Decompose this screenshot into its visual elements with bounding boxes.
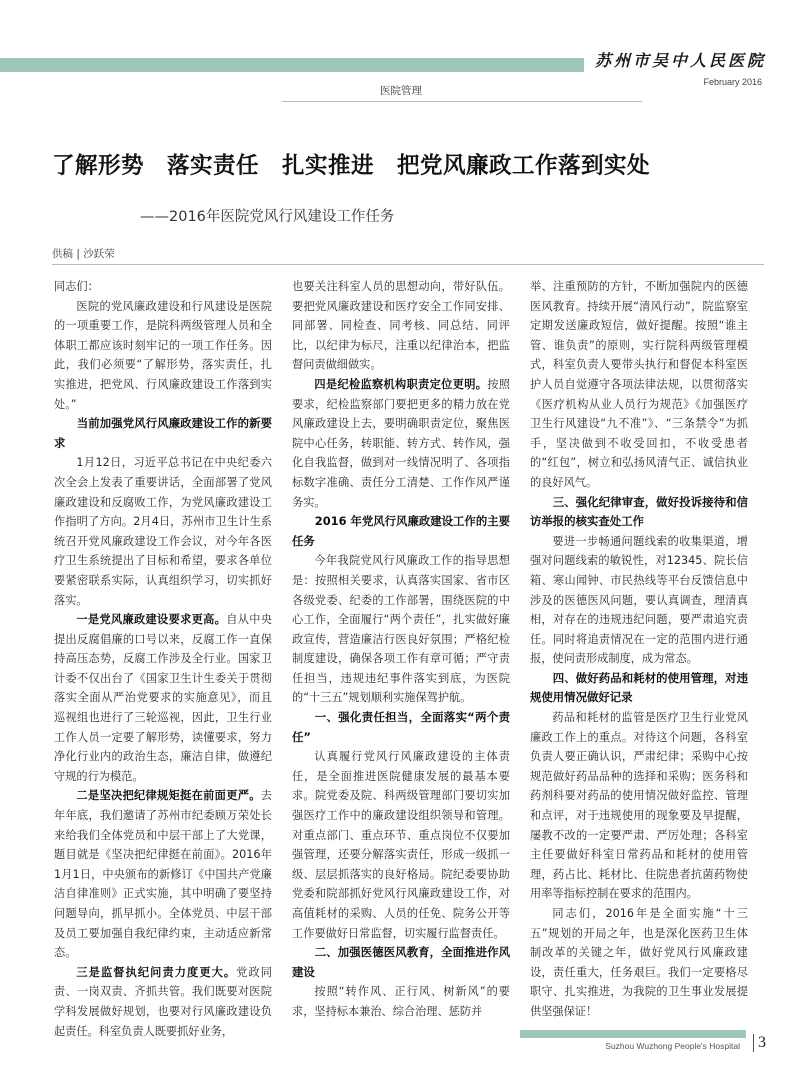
paragraph-lead: 三是监督执纪问责力度更大。 xyxy=(76,965,237,979)
section-heading: 四、做好药品和耗材的使用管理，对违规使用情况做好记录 xyxy=(530,670,748,705)
paragraph-body: 党政同责、一岗双责、齐抓共管。我们既要对医院学科发展做好规划，也要对行风廉政建设负起责任。科室负责人既要抓好业务， xyxy=(54,965,272,1038)
paragraph xyxy=(54,610,272,786)
article-subtitle: ——2016年医院党风行风建设工作任务 xyxy=(140,209,395,225)
section-heading: 2016 年党风行风廉政建设工作的主要任务 xyxy=(292,514,510,548)
section-heading: 三、强化纪律审查，做好投诉接待和信访举报的核实查处工作 xyxy=(530,494,748,529)
paragraph: 医院的党风廉政建设和行风建设是医院的一项重要工作，是院科两级管理人员和全体职工都应该时刻牢记的一项工作任务。因此，我们必须要“了解形势，落实责任，扎实推进，把党风、行风廉政建设工作落到实处。” xyxy=(54,299,272,411)
paragraph-lead: 二是坚决把纪律规矩挺在前面更严。 xyxy=(76,789,261,803)
paragraph: 药品和耗材的监管是医疗卫生行业党风廉政工作上的重点。对待这个问题，各科室负责人要正确认识，严肃纪律；采购中心按规范做好药品品种的选择和采购；医务科和药剂科要对药品的使用情况做好监控、管理和点评，对于违规使用的现象要及早提醒，屡教不改的一定要严肃、严厉处理；各科室主任要做好科室日常药品和耗材的使用管理，药占比、耗材比、住院患者抗菌药物使用率等指标控制在要求的范围内。 xyxy=(530,711,748,901)
paragraph-lead: 一是党风廉政建设要求更高。 xyxy=(76,613,227,627)
journal-title: 苏州市吴中人民医院 xyxy=(594,51,766,70)
section-divider xyxy=(282,101,642,102)
paragraph: 今年我院党风行风廉政工作的指导思想是：按照相关要求，认真落实国家、省市区各级党委、纪委的工作部署，围绕医院的中心工作，全面履行“两个责任”，扎实做好廉政宣传，营造廉洁行医良好氛围；严格纪检制度建设，确保各项工作有章可循；严守责任担当，违规违纪事件落实到底，为医院的“十三五”规划顺利实施保驾护航。 xyxy=(292,554,510,705)
section-heading: 一、强化责任担当，全面落实“两个责任” xyxy=(292,710,510,744)
article-author: 供稿 | 沙跃荣 xyxy=(52,248,115,260)
paragraph: 认真履行党风行风廉政建设的主体责任，是全面推进医院健康发展的最基本要求。院党委及院、科两级管理部门要切实加强医疗工作中的廉政建设组织领导和管理。对重点部门、重点环节、重点岗位不仅要加强管理，还要分解落实责任，形成一级抓一级、层层抓落实的良好格局。院纪委要协助党委和院部抓好党风行风廉政建设工作，对高值耗材的采购、人员的任免、院务公开等工作要做好日常监督，切实履行监督责任。 xyxy=(292,750,510,940)
paragraph-body: 去年年底，我们邀请了苏州市纪委顾万荣处长来给我们全体党员和中层干部上了大党课，题目就是《坚决把纪律挺在前面》。2016年1月1日，中央颁布的新修订《中国共产党廉洁自律准则》正式实施，其中明确了要坚持问题导向，抓早抓小。全体党员、中层干部及员工要加强自我纪律约束，主动适应新常态。 xyxy=(54,789,272,960)
paragraph: 要进一步畅通问题线索的收集渠道，增强对问题线索的敏锐性，对12345、院长信箱、寒山闻钟、市民热线等平台反馈信息中涉及的医德医风问题，要认真调查，理清真相，对存在的违规违纪问题，要严肃追究责任。同时将追责情况在一定的范围内进行通报，使问责形成制度，成为常态。 xyxy=(530,534,748,666)
paragraph-body: 按照要求，纪检监察部门要把更多的精力放在党风廉政建设上去，要明确职责定位，聚焦医院中心任务，转职能、转方式、转作风，强化自我监督，做到对一线情况明了、各项指标数字准确、责任分工清楚、工作作风严谨务实。 xyxy=(292,377,510,509)
paragraph xyxy=(54,963,272,1041)
paragraph: 同志们，2016年是全面实施“十三五”规划的开局之年，也是深化医药卫生体制改革的关键之年，做好党风行风廉政建设，责任重大，任务艰巨。我们一定要格尽职守、扎实推进，为我院的卫生事业发展提供坚强保证！ xyxy=(530,907,748,1018)
text-column-2 xyxy=(292,277,510,1057)
section-label: 医院管理 xyxy=(380,85,422,97)
footer-color-bar xyxy=(520,1030,746,1038)
paragraph: 同志们： xyxy=(54,280,99,293)
text-column-3 xyxy=(530,277,748,1057)
paragraph: 举、注重预防的方针，不断加强院内的医德医风教育。持续开展“清风行动”，院监察室定期发送廉政短信，做好提醒。按照“谁主管、谁负责”的原则，实行院科两级管理模式，科室负责人要带头执行和督促本科室医护人员自觉遵守各项法律法规，以贯彻落实《医疗机构从业人员行为规范》《加强医疗卫生行风建设“九不准”》、“三条禁令”为抓手，坚决做到不收受回扣，不收受患者的“红包”，树立和弘扬风清气正、诚信执业的良好风气。 xyxy=(530,280,748,489)
paragraph: 1月12日，习近平总书记在中央纪委六次全会上发表了重要讲话，全面部署了党风廉政建设和反腐败工作，为党风廉政建设工作指明了方向。2月4日，苏州市卫生计生系统召开党风廉政建设工作会议，对今年各医疗卫生系统提出了目标和希望，要求各单位要紧密联系实际，认真组织学习，切实抓好落实。 xyxy=(54,456,272,607)
section-heading: 当前加强党风行风廉政建设工作的新要求 xyxy=(54,416,272,450)
section-heading: 二、加强医德医风教育，全面推进作风建设 xyxy=(292,945,510,979)
paragraph-body: 自从中央提出反腐倡廉的口号以来，反腐工作一直保持高压态势，反腐工作涉及全行业。国家卫计委不仅出台了《国家卫生计生委关于贯彻落实全面从严治党要求的实施意见》，而且巡视组也进行了三轮巡视，因此，卫生行业工作人员一定要了解形势，读懂要求，努力净化行业内的政治生态，廉洁自律，做遵纪守规的行为模范。 xyxy=(54,613,272,783)
paragraph: 按照“转作风、正行风、树新风”的要求，坚持标本兼治、综合治理、惩防并 xyxy=(292,985,510,1018)
footer-hospital-name: Suzhou Wuzhong People's Hospital xyxy=(605,1041,740,1051)
paragraph xyxy=(292,375,510,512)
paragraph-lead: 四是纪检监察机构职责定位更明。 xyxy=(314,377,488,391)
paragraph: 也要关注科室人员的思想动向，带好队伍。要把党风廉政建设和医疗安全工作同安排、同部署、同检查、同考核、同总结、同评比，以纪律为标尺，注重以纪律治本，把监督问责做细做实。 xyxy=(292,280,510,372)
header-color-bar xyxy=(0,58,584,72)
page-number: 3 xyxy=(753,1034,766,1052)
paragraph xyxy=(54,786,272,962)
author-divider xyxy=(52,264,764,265)
article-title: 了解形势 落实责任 扎实推进 把党风廉政工作落到实处 xyxy=(52,153,651,179)
issue-date: February 2016 xyxy=(703,77,762,87)
text-column-1 xyxy=(54,277,272,1057)
